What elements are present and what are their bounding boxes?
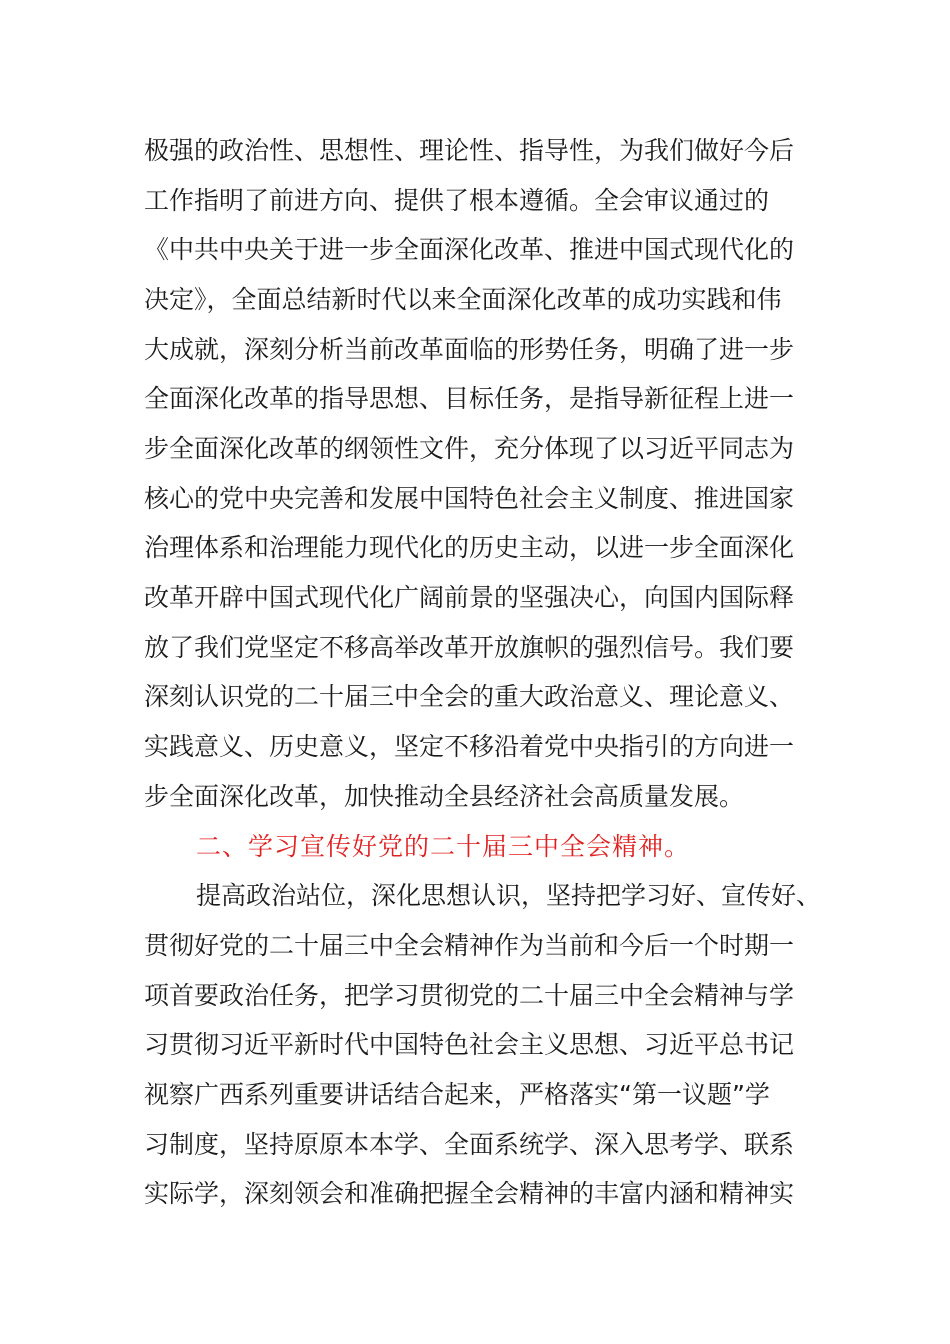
- paragraph-line: 实际学，深刻领会和准确把握全会精神的丰富内涵和精神实: [144, 1179, 795, 1208]
- paragraph-line: 放了我们党坚定不移高举改革开放旗帜的强烈信号。我们要: [144, 633, 795, 662]
- paragraph-line: 实践意义、历史意义，坚定不移沿着党中央指引的方向进一: [144, 732, 795, 761]
- paragraph-line: 改革开辟中国式现代化广阔前景的坚强决心，向国内国际释: [144, 583, 795, 612]
- paragraph-line: 极强的政治性、思想性、理论性、指导性，为我们做好今后: [144, 136, 795, 165]
- paragraph-line: 深刻认识党的二十届三中全会的重大政治意义、理论意义、: [144, 682, 795, 711]
- paragraph-line: 步全面深化改革的纲领性文件，充分体现了以习近平同志为: [144, 434, 795, 463]
- paragraph-line: 贯彻好党的二十届三中全会精神作为当前和今后一个时期一: [144, 931, 795, 960]
- paragraph-line: 核心的党中央完善和发展中国特色社会主义制度、推进国家: [144, 484, 795, 513]
- paragraph-line: 治理体系和治理能力现代化的历史主动，以进一步全面深化: [144, 533, 795, 562]
- paragraph-line: 项首要政治任务，把学习贯彻党的二十届三中全会精神与学: [144, 981, 795, 1010]
- paragraph-line: 步全面深化改革，加快推动全县经济社会高质量发展。: [144, 782, 745, 811]
- document-body: [144, 0, 824, 1344]
- paragraph-line: 视察广西系列重要讲话结合起来，严格落实“第一议题”学: [144, 1080, 770, 1109]
- paragraph-line: 习制度，坚持原原本本学、全面系统学、深入思考学、联系: [144, 1130, 795, 1159]
- paragraph-line: 工作指明了前进方向、提供了根本遵循。全会审议通过的: [144, 186, 770, 215]
- paragraph-line: 《中共中央关于进一步全面深化改革、推进中国式现代化的: [144, 235, 795, 264]
- section-heading: 二、学习宣传好党的二十届三中全会精神。: [196, 832, 691, 861]
- paragraph-line: 大成就，深刻分析当前改革面临的形势任务，明确了进一步: [144, 335, 795, 364]
- paragraph-line: 提高政治站位，深化思想认识，坚持把学习好、宣传好、: [196, 881, 822, 910]
- paragraph-line: 决定》，全面总结新时代以来全面深化改革的成功实践和伟: [144, 285, 782, 314]
- paragraph-line: 习贯彻习近平新时代中国特色社会主义思想、习近平总书记: [144, 1030, 795, 1059]
- paragraph-line: 全面深化改革的指导思想、目标任务，是指导新征程上进一: [144, 384, 795, 413]
